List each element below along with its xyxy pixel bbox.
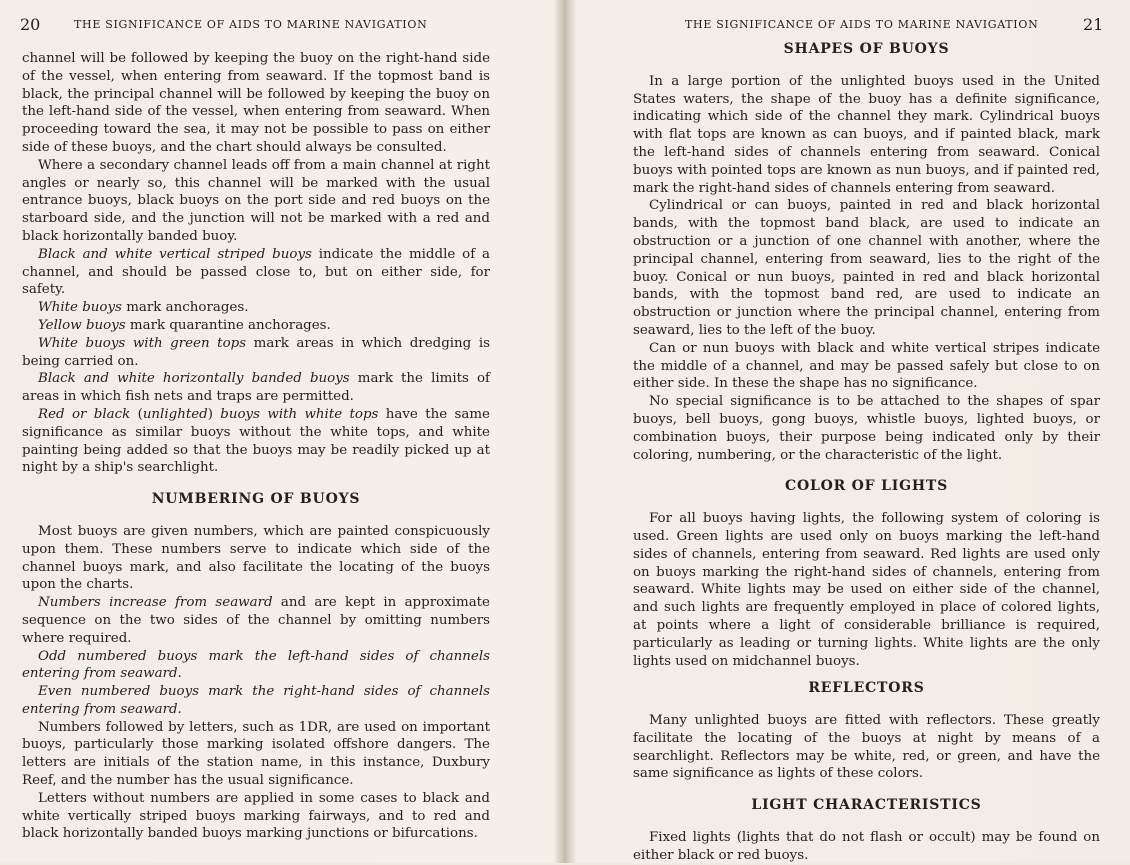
paragraph: Black and white vertical striped buoys indicate the middle of a channel, and should be passed close to, but on either side, for safety. [22, 246, 490, 298]
book-gutter [553, 0, 577, 863]
paragraph: Can or nun buoys with black and white vertical stripes indicate the middle of a channel, and may be passed safely but close to on either side. In these the shape has no significance. [633, 340, 1100, 392]
italic-term: Black and white horizontally banded buoys [38, 371, 350, 387]
section-heading: SHAPES OF BUOYS [783, 41, 950, 57]
paragraph: White buoys with green tops mark areas in which dredging is being carried on. [22, 335, 490, 369]
right-page-body [633, 41, 1100, 865]
paragraph: In a large portion of the unlighted buoys used in the United States waters, the shape of the buoy has a definite significance, indicating which side of the channel they mark. Cylindrical buoys with flat tops are known as can buoys, and if painted black, mark the left-hand sides of channels entering from seaward. Conical buoys with pointed tops are known as nun buoys, and if painted red, mark the right-hand sides of channels entering from seaward. [633, 73, 1100, 196]
paragraph: Red or black (unlighted) buoys with white tops have the same significance as similar buoys without the white tops, and white painting being added so that the buoys may be readily picked up at night by a ship's searchlight. [22, 406, 490, 476]
running-head: THE SIGNIFICANCE OF AIDS TO MARINE NAVIGATION [74, 18, 428, 31]
paragraph: Many unlighted buoys are fitted with reflectors. These greatly facilitate the locating of the buoys at night by means of a searchlight. Reflectors may be white, red, or green, and have the same significance as lights of these colors. [633, 713, 1100, 782]
italic-term: White buoys [38, 300, 122, 316]
paragraph: Where a secondary channel leads off from a main channel at right angles or nearly so, this channel will be marked with the usual entrance buoys, black buoys on the port side and red buoys on the starboard side, and the junction will not be marked with a red and black horizontally banded buoy. [22, 157, 490, 244]
paragraph: Numbers increase from seaward and are kept in approximate sequence on the two sides of the channel by omitting numbers where required. [22, 595, 490, 646]
paragraph: Numbers followed by letters, such as 1DR, are used on important buoys, particularly those marking isolated offshore dangers. The letters are initials of the station name, in this instance, Duxbury Reef, and the number has the usual significance. [22, 719, 490, 789]
paragraph: Yellow buoys mark quarantine anchorages. [38, 317, 331, 333]
italic-term: Yellow buoys [38, 317, 126, 333]
italic-term: buoys with white tops [220, 406, 379, 422]
section-heading: REFLECTORS [808, 680, 925, 697]
paragraph: White buoys mark anchorages. [38, 300, 249, 316]
italic-term: unlighted [142, 406, 208, 422]
paragraph: No special significance is to be attached to the shapes of spar buoys, bell buoys, gong buoys, whistle buoys, lighted buoys, or combination buoys, their purpose being indicated only by their coloring, numbering, or the characteristic of the light. [633, 394, 1100, 463]
section-heading: LIGHT CHARACTERISTICS [751, 797, 982, 814]
paragraph: Black and white horizontally banded buoys mark the limits of areas in which fish nets and traps are permitted. [22, 371, 490, 405]
italic-term: Numbers increase from seaward [38, 595, 273, 611]
paragraph: Most buoys are given numbers, which are painted conspicuously upon them. These numbers serve to indicate which side of the channel buoys mark, and also facilitate the locating of the buoys upon the charts. [22, 523, 490, 593]
running-head: THE SIGNIFICANCE OF AIDS TO MARINE NAVIGATION [685, 18, 1039, 31]
paragraph: Cylindrical or can buoys, painted in red and black horizontal bands, with the topmost band black, are used to indicate an obstruction or a junction of one channel with another, where the principal channel, entering from seaward, lies to the right of the buoy. Conical or nun buoys, painted in red and black horizontal bands, with the topmost band red, are used to indicate an obstruction or junction where the principal channel, entering from seaward, lies to the left of the buoy. [633, 198, 1100, 338]
page-number: 20 [20, 15, 41, 34]
right-page [577, 0, 1130, 863]
italic-sentence: Odd numbered buoys mark the left-hand sides of channels entering from seaward. [22, 648, 490, 682]
italic-term: Black and white vertical striped buoys [38, 246, 312, 262]
section-heading: NUMBERING OF BUOYS [151, 491, 361, 508]
page-number: 21 [1083, 15, 1104, 34]
paragraph [22, 648, 490, 684]
italic-term: Red or black [38, 406, 131, 422]
paragraph: Fixed lights (lights that do not flash or occult) may be found on either black or red buoys. [633, 830, 1100, 863]
paragraph: channel will be followed by keeping the buoy on the right-hand side of the vessel, when entering from seaward. If the topmost band is black, the principal channel will be followed by keeping the buoy on the left-hand side of the vessel, when entering from seaward. When proceeding toward the sea, it may not be possible to pass on either side of these buoys, and the chart should always be consulted. [22, 51, 490, 155]
italic-sentence: Even numbered buoys mark the right-hand sides of channels entering from seaward. [22, 684, 490, 717]
left-page-body [22, 50, 490, 843]
paragraph: Letters without numbers are applied in some cases to black and white vertically striped buoys marking fairways, and to red and black horizontally banded buoys marking junctions or bifurcations. [22, 790, 490, 842]
section-heading: COLOR OF LIGHTS [785, 478, 948, 495]
paragraph: For all buoys having lights, the following system of coloring is used. Green lights are used only on buoys marking the left-hand sides of channels, entering from seaward. Red lights are used only on buoys marking the right-hand sides of channels, entering from seaward. White lights may be used on either side of the channel, and such lights are frequently employed in place of colored lights, at points where a light of considerable brilliance is required, particularly as leading or turning lights. White lights are the only lights used on midchannel buoys. [633, 511, 1100, 669]
italic-term: White buoys with green tops [38, 335, 247, 351]
paragraph [22, 683, 490, 719]
left-page [0, 0, 553, 863]
